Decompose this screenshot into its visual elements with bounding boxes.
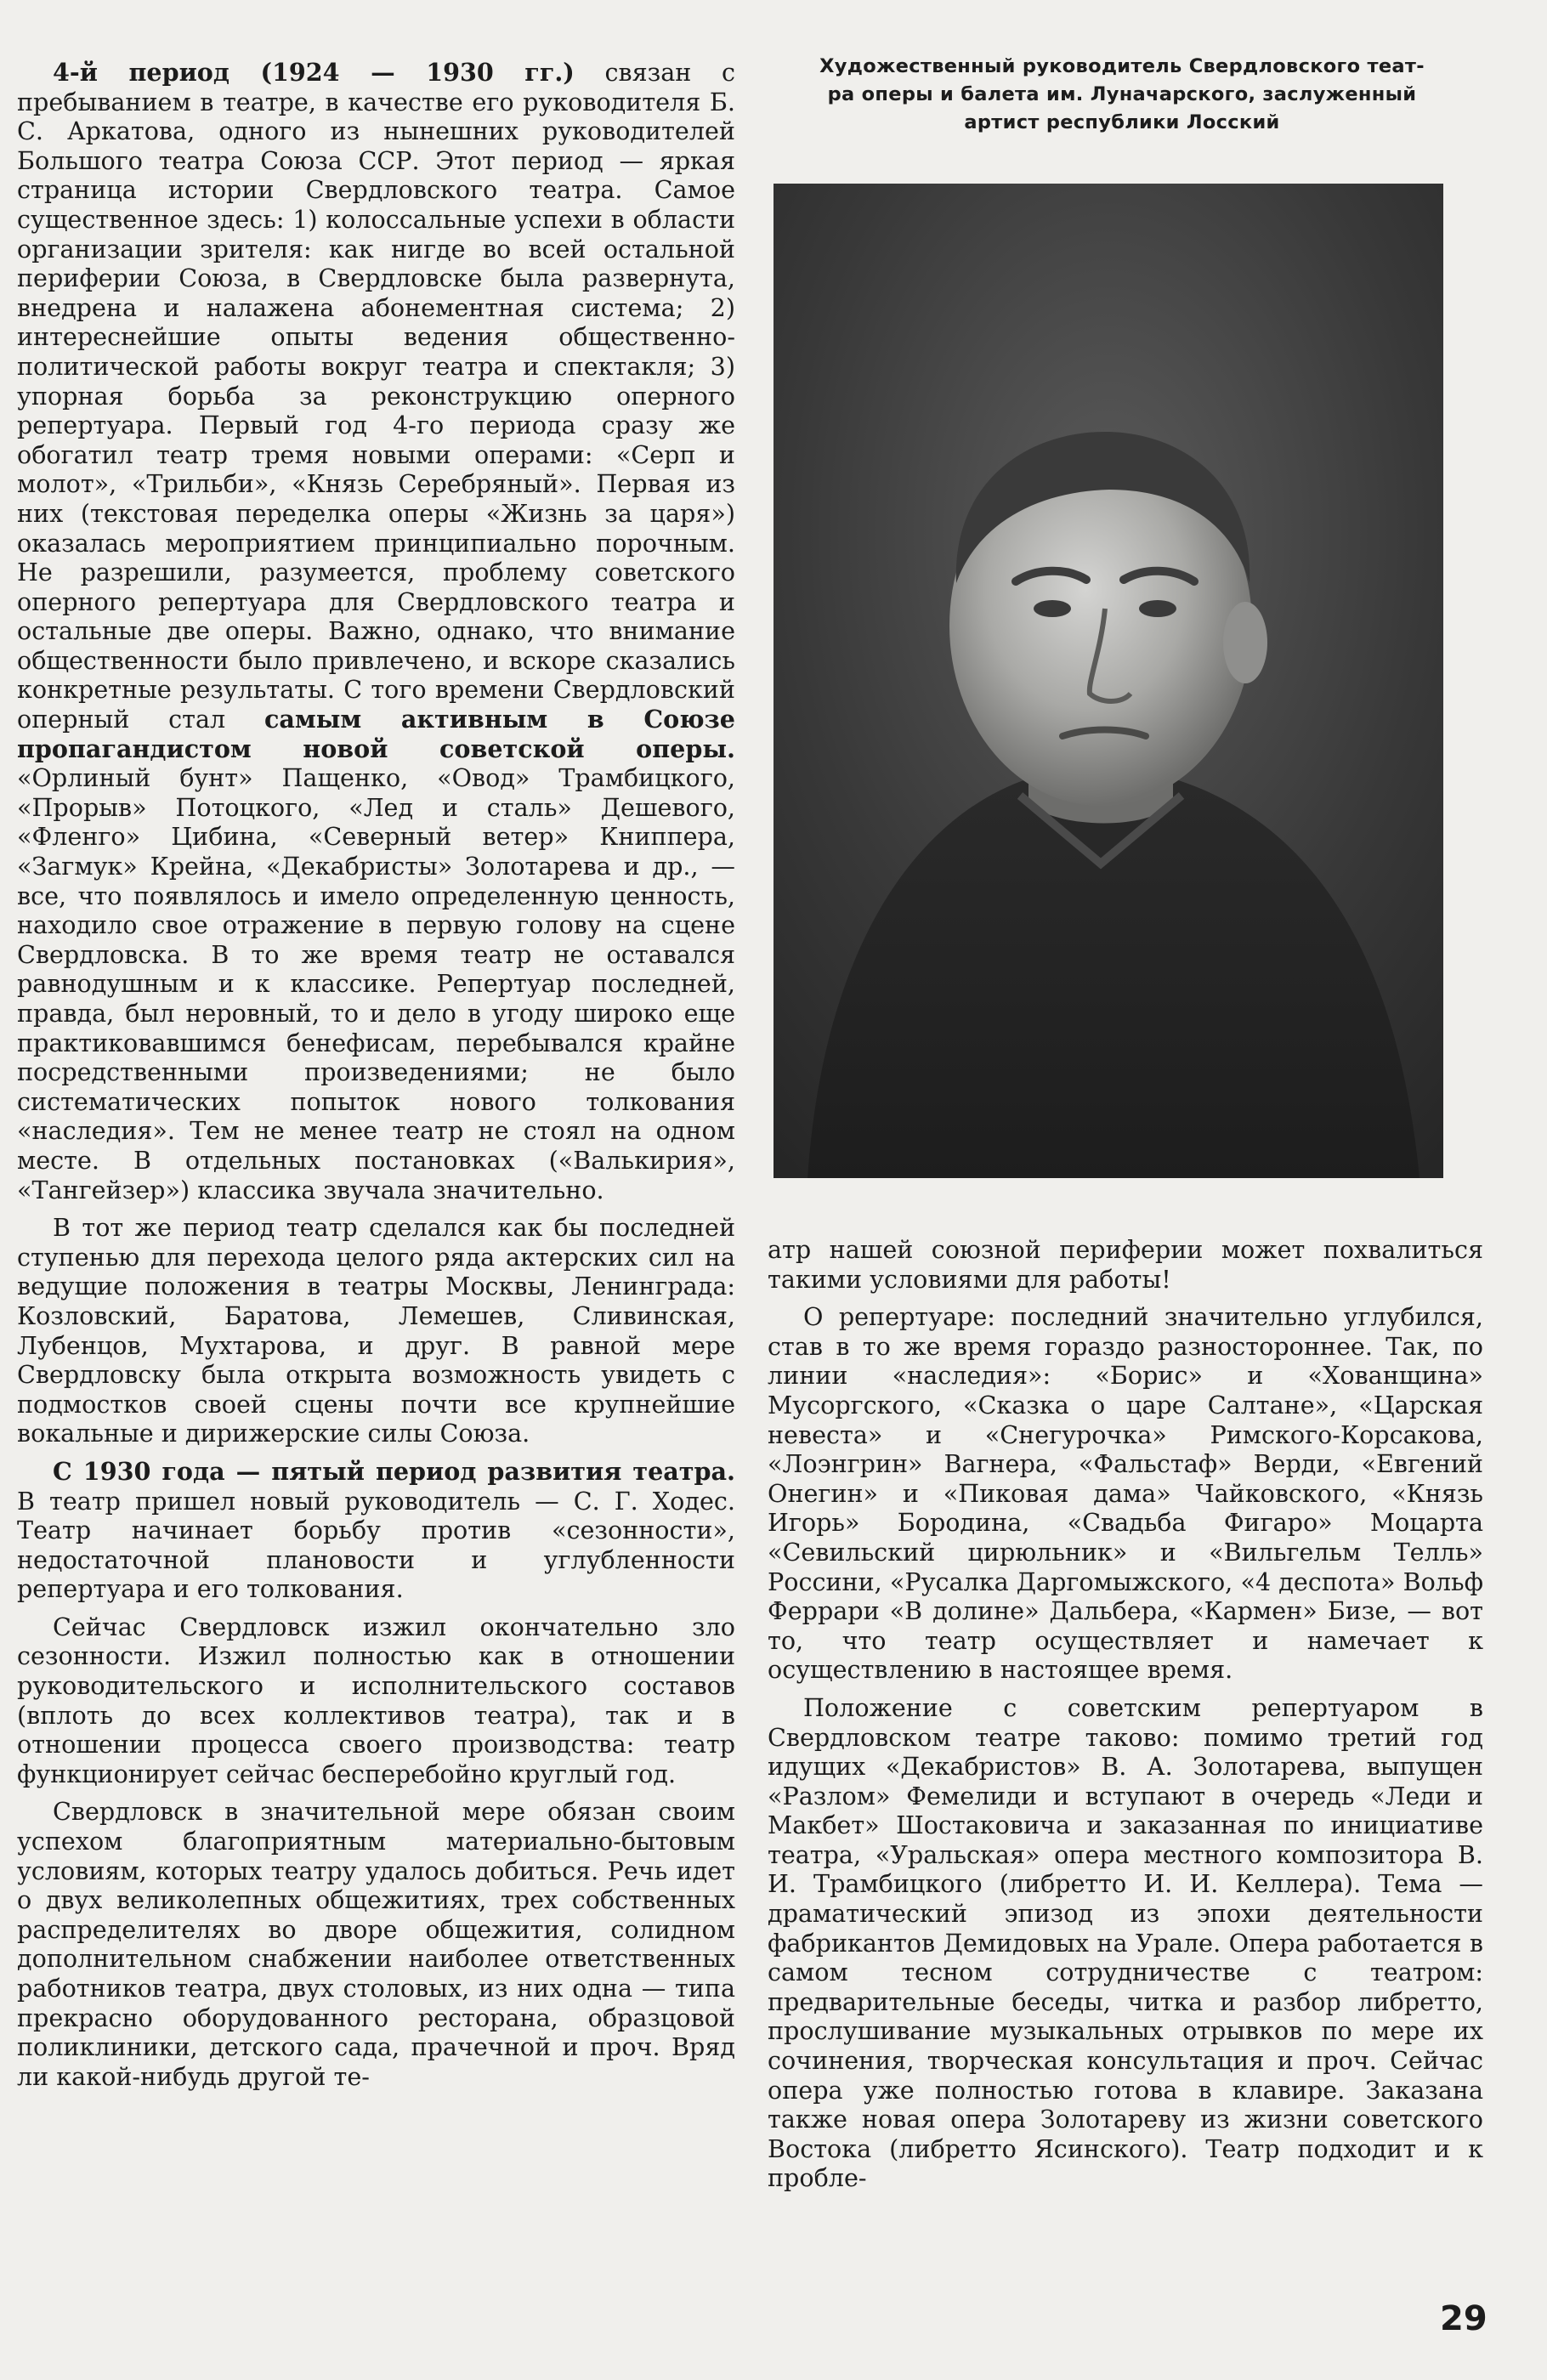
caption-line: артист республики Лосский [964, 111, 1280, 133]
heading-fourth-period: 4-й период (1924 — 1930 гг.) [53, 58, 575, 87]
paragraph-actors: В тот же период театр сделался как бы последней ступенью для перехода целого ряда актерских сил на ведущие положения в театры Москвы, Ленинграда: Козловский, Баратова, Лемешев, Сливинская, Лубенцов, Мухтарова, и друг. В равной мере Свердловску была открыта возможность увидеть с подмостков своей сцены почти все крупнейшие вокальные и дирижерские силы Союза. [17, 1213, 735, 1448]
paragraph-text: В театр пришел новый руководитель — С. Г. Ходес. Театр начинает борьбу против «сезонности», недостаточной плановости и углубленности репертуара и его толкования. [17, 1486, 735, 1604]
paragraph-fourth-period [17, 58, 735, 1204]
emphasis-propagandist: самым активным в Союзе пропагандистом новой советской оперы. [17, 705, 735, 763]
left-column [17, 58, 735, 2091]
paragraph-periphery: атр нашей союзной периферии может похвалиться такими условиями для работы! [768, 1235, 1483, 1294]
page-number: 29 [1440, 2299, 1488, 2338]
paragraph-fifth-period [17, 1457, 735, 1604]
portrait-photo [774, 184, 1443, 1178]
paragraph-seasonality: Сейчас Свердловск изжил окончательно зло сезонности. Изжил полностью как в отношении руководительского и исполнительского составов (вплоть до всех коллективов театра), так и в отношении процесса своего производства: театр функционирует сейчас бесперебойно круглый год. [17, 1612, 735, 1788]
heading-fifth-period: С 1930 года — пятый период развития театра. [53, 1456, 735, 1486]
paragraph-repertoire: О репертуаре: последний значительно углубился, став в то же время гораздо разностороннее. Так, по линии «наследия»: «Борис» и «Хованщина» Мусоргского, «Сказка о царе Салтане», «Царская невеста» и «Снегурочка» Римского-Корсакова, «Лоэнгрин» Вагнера, «Фальстаф» Верди, «Евгений Онегин» и «Пиковая дама» Чайковского, «Князь Игорь» Бородина, «Свадьба Фигаро» Моцарта «Севильский цирюльник» и «Вильгельм Телль» Россини, «Русалка Даргомыжского, «4 деспота» Вольф Феррари «В долине» Дальбера, «Кармен» Бизе, — вот то, что театр осуществляет и намечает к осуществлению в настоящее время. [768, 1302, 1483, 1685]
paragraph-soviet-repertoire: Положение с советским репертуаром в Свердловском театре таково: помимо третий год идущих «Декабристов» В. А. Золотарева, выпущен «Разлом» Фемелиди и вступают в очередь «Леди и Макбет» Шостаковича и заказанная по инициативе театра, «Уральская» опера местного композитора В. И. Трамбицкого (либретто И. И. Келлера). Тема — драматический эпизод из эпохи деятельности фабрикантов Демидовых на Урале. Опера работается в самом тесном сотрудничестве с театром: предварительные беседы, читка и разбор либретто, прослушивание музыкальных отрывков по мере их сочинения, творческая консультация и проч. Сейчас опера уже полностью готова в клавире. Заказана также новая опера Золотареву из жизни советского Востока (либретто Ясинского). Театр подходит и к пробле- [768, 1692, 1483, 2193]
paragraph-living-conditions: Свердловск в значительной мере обязан своим успехом благоприятным материально-бытовым условиям, которых театру удалось добиться. Речь идет о двух великолепных общежитиях, трех собственных распределителях во дворе общежития, солидном дополнительном снабжении наиболее ответственных работников театра, двух столовых, из них одна — типа прекрасно оборудованного ресторана, образцовой поликлиники, детского сада, прачечной и проч. Вряд ли какой-нибудь другой те- [17, 1797, 735, 2091]
portrait-illustration [774, 184, 1443, 1178]
caption-line: ра оперы и балета им. Луначарского, заслуженный [827, 83, 1417, 105]
paragraph-text: «Орлиный бунт» Пащенко, «Овод» Трамбицкого, «Прорыв» Потоцкого, «Лед и сталь» Дешевого, «Фленго» Цибина, «Северный ветер» Книппера, «Загмук» Крейна, «Декабристы» Золотарева и др., — все, что появлялось и имело определенную ценность, находило свое отражение в первую голову на сцене Свердловска. В то же время театр не оставался равнодушным и к классике. Репертуар последней, правда, был неровный, то и дело в угоду широко еще практиковавшимся бенефисам, перебывался крайне посредственными произведениями; не было систематических попыток нового толкования «наследия». Тем не менее театр не стоял на одном месте. В отдельных постановках («Валькирия», «Тангейзер») классика звучала значительно. [17, 763, 735, 1204]
photo-caption [748, 53, 1496, 137]
caption-line: Художественный руководитель Свердловского теат- [819, 55, 1425, 77]
paragraph-text: связан с пребыванием в театре, в качестве его руководителя Б. С. Аркатова, одного из нынешних руководителей Большого театра Союза ССР. Этот период — яркая страница истории Свердловского театра. Самое существенное здесь: 1) колоссальные успехи в области организации зрителя: как нигде во всей остальной периферии Союза, в Свердловске была развернута, внедрена и налажена абонементная система; 2) интереснейшие опыты ведения общественно-политической работы вокруг театра и спектакля; 3) упорная борьба за реконструкцию оперного репертуара. Первый год 4-го периода сразу же обогатил театр тремя новыми операми: «Серп и молот», «Трильби», «Князь Серебряный». Первая из них (текстовая переделка оперы «Жизнь за царя») оказалась мероприятием принципиально порочным. Не разрешили, разумеется, проблему советского оперного репертуара для Свердловского театра и остальные две оперы. Важно, однако, что внимание общественности было привлечено, и вскоре сказались конкретные результаты. С того времени Свердловский оперный стал [17, 58, 735, 734]
right-column [768, 1235, 1483, 2193]
